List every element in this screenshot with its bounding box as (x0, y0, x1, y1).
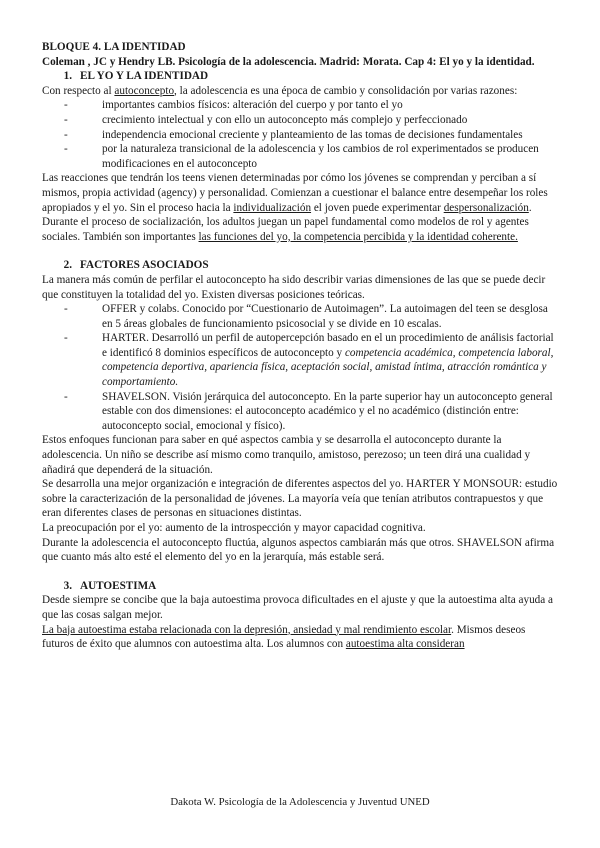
underlined-text: despersonalización (443, 201, 529, 214)
section-1-number: 1. (63, 70, 72, 83)
document-page (42, 40, 558, 652)
list-item-text: importantes cambios físicos: alteración del cuerpo y por tanto el yo (102, 99, 403, 112)
text: Durante el proceso de socialización, los adultos juegan un papel fundamental como modelos de rol y agentes sociales. También son importantes (42, 216, 529, 243)
reference: Coleman , JC y Hendry LB. Psicología de la adolescencia. Madrid: Morata. Cap 4: El yo y la identidad. (42, 55, 535, 68)
list-item-text: crecimiento intelectual y con ello un autoconcepto más complejo y perfeccionado (102, 113, 468, 126)
section-1-title: EL YO Y LA IDENTIDAD (80, 70, 209, 83)
s3-paragraph-2 (42, 623, 558, 652)
list-item: - crecimiento intelectual y con ello un autoconcepto más complejo y perfeccionado (64, 113, 468, 126)
underlined-text: las funciones del yo, la competencia percibida y la identidad coherente. (198, 230, 518, 243)
list-item: - importantes cambios físicos: alteración del cuerpo y por tanto el yo (64, 99, 403, 112)
s1-intro (42, 84, 558, 99)
s2-intro: La manera más común de perfilar el autoconcepto ha sido describir varias dimensiones de las que se puede decir que constituyen la totalidad del yo. Existen diversas posiciones teóricas. (42, 273, 546, 301)
list-item-text: OFFER y colabs. Conocido por “Cuestionario de Autoimagen”. La autoimagen del teen se desglosa en 5 áreas globales de funcionamiento psicosocial y se divide en 10 escalas. (102, 303, 548, 330)
list-item-text: independencia emocional creciente y planteamiento de las tomas de decisiones fundamentales (102, 128, 523, 141)
s3-paragraph-1: Desde siempre se concibe que la baja autoestima provoca dificultades en el ajuste y que la autoestima alta ayuda a que las cosas salgan mejor. (42, 594, 554, 621)
underlined-text: autoconcepto (114, 84, 175, 97)
list-item: - HARTER. Desarrolló un perfil de autopercepción basado en el un procedimiento de análisis factorial e identificó 8 dominios específicos de autoconcepto y competencia académica, competencia laboral, competencia deportiva, apariencia física, aceptación social, amistad íntima, atracción romántica y comportamiento. (64, 332, 554, 389)
s2-paragraph-c: La preocupación por el yo: aumento de la introspección y mayor capacidad cognitiva. (42, 522, 426, 534)
section-2-title: FACTORES ASOCIADOS (80, 259, 209, 272)
s1-paragraph-2 (42, 171, 558, 215)
list-item: - por la naturaleza transicional de la adolescencia y los cambios de rol experimentados se producen modificaciones en el autoconcepto (64, 143, 539, 170)
section-1-heading (42, 69, 558, 84)
italic-text: competencia académica, competencia laboral, competencia deportiva, apariencia física, aceptación social, amistad íntima, atracción romántica y comportamiento. (102, 346, 554, 389)
list-item: - OFFER y colabs. Conocido por “Cuestionario de Autoimagen”. La autoimagen del teen se desglosa en 5 áreas globales de funcionamiento psicosocial y se divide en 10 escalas. (64, 303, 548, 330)
list-item: - SHAVELSON. Visión jerárquica del autoconcepto. En la parte superior hay un autoconcepto general estable con dos dimensiones: el autoconcepto académico y el no académico (distinción entre: autoconcepto social, emocional y físico). (64, 390, 553, 432)
page-footer: Dakota W. Psicología de la Adolescencia y Juventud UNED (170, 796, 430, 808)
s1-bullet-list (42, 98, 558, 171)
section-3-number: 3. (63, 579, 72, 592)
section-2-heading (42, 258, 558, 273)
s2-paragraph-a: Estos enfoques funcionan para saber en qué aspectos cambia y se desarrolla el autoconcepto durante la adolescencia. Un niño se describe así mismo como tranquilo, amistoso, perezoso; un teen dirá una cualidad y añadirá que dependerá de la situación. (42, 434, 531, 476)
text: . (528, 201, 532, 214)
block-title: BLOQUE 4. LA IDENTIDAD (42, 41, 186, 53)
list-item-text: por la naturaleza transicional de la adolescencia y los cambios de rol experimentados se producen modificaciones en el autoconcepto (102, 143, 539, 170)
underlined-text: individualización (233, 201, 312, 214)
text: , la adolescencia es una época de cambio y consolidación por varias razones: (174, 84, 518, 97)
text: . Mismos deseos futuros de éxito que alumnos con autoestima alta. Los alumnos con (42, 623, 526, 651)
s1-paragraph-3 (42, 215, 558, 244)
s2-paragraph-d: Durante la adolescencia el autoconcepto fluctúa, algunos aspectos cambiarán más que otros. SHAVELSON afirma que cuanto más alto esté el elemento del yo en la jerarquía, más estable será. (42, 536, 555, 564)
text: Con respecto al (42, 84, 115, 97)
section-3-title: AUTOESTIMA (80, 579, 157, 592)
list-item-text: SHAVELSON. Visión jerárquica del autoconcepto. En la parte superior hay un autoconcepto general estable con dos dimensiones: el autoconcepto académico y el no académico (distinción entre: autoconcepto social, emocional y físico). (102, 390, 553, 432)
s2-paragraph-b: Se desarrolla una mejor organización e integración de diferentes aspectos del yo. HARTER Y MONSOUR: estudio sobre la caracterización de la personalidad de jóvenes. La mayoría veía que tenían atributos contrapuestos y que eran diferentes clases de personas en situaciones distintas. (42, 478, 558, 520)
list-item-text: HARTER. Desarrolló un perfil de autopercepción basado en el un procedimiento de análisis factorial e identificó 8 dominios específicos de autoconcepto y (102, 332, 554, 359)
section-2-number: 2. (63, 259, 72, 272)
text: Las reacciones que tendrán los teens vienen determinadas por cómo los jóvenes se comprendan y perciban a sí mismos, propia actividad (agency) y personalidad. Comienzan a cuestionar el balance entre desempeñar los roles apropiados y el yo. Sin el proceso hacia la (42, 172, 548, 214)
underlined-text: La baja autoestima estaba relacionada con la depresión, ansiedad y mal rendimiento escolar (42, 623, 452, 636)
s2-bullet-list (42, 302, 558, 433)
text: el joven puede experimentar (311, 201, 444, 214)
list-item: - independencia emocional creciente y planteamiento de las tomas de decisiones fundamentales (64, 128, 523, 141)
section-3-heading (42, 579, 558, 594)
underlined-text: autoestima alta consideran (345, 638, 465, 651)
